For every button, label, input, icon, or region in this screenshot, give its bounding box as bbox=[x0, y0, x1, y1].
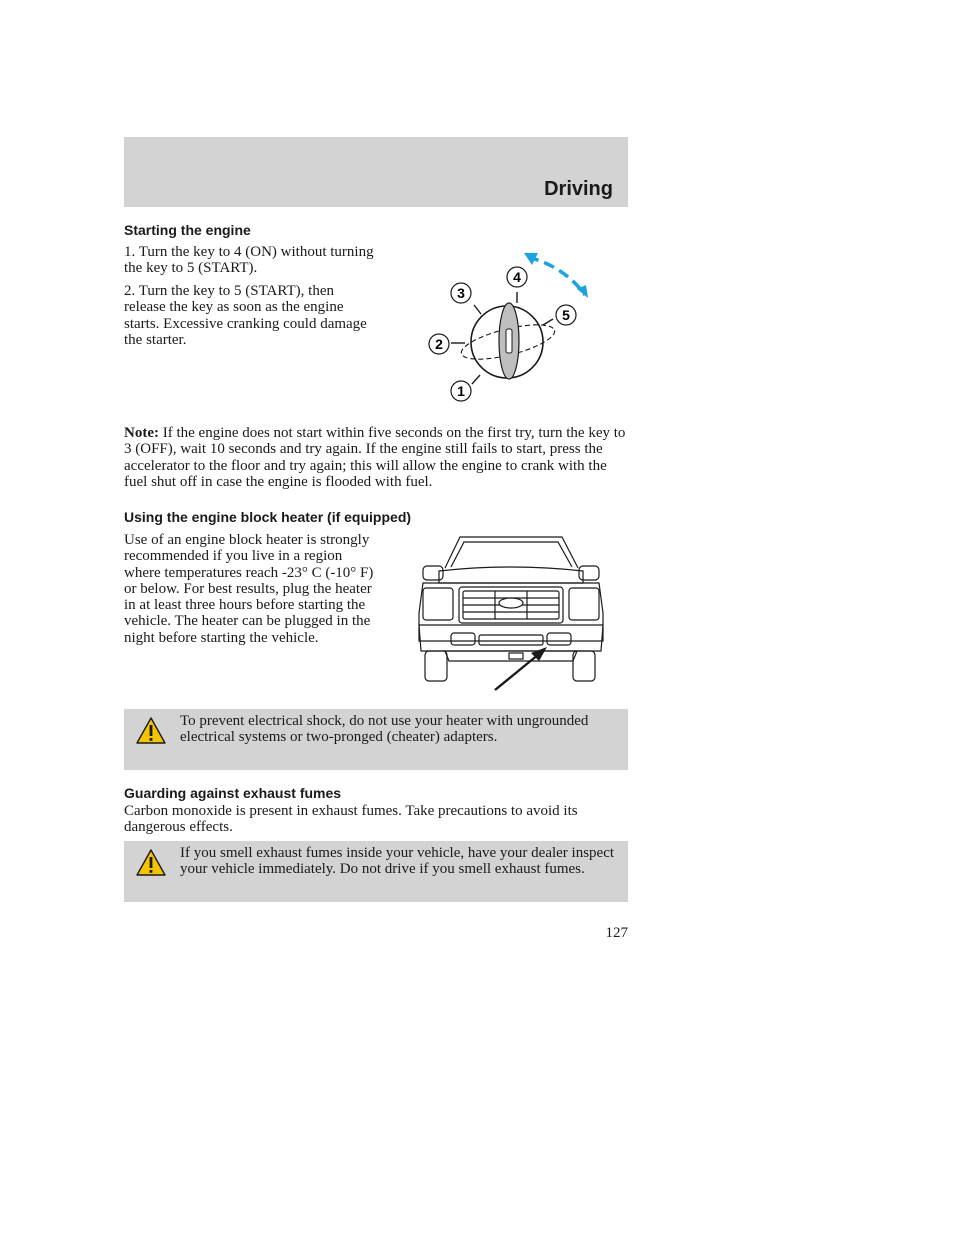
heater-paragraph: Use of an engine block heater is strongly recommended if you live in a region where temperatures reach -23° C (-10° F) or below. For best results, plug the heater in at least three hours before starting the vehicle. The heater can be plugged in the night before starting the vehicle. bbox=[124, 532, 374, 646]
section-header bbox=[124, 137, 628, 207]
exhaust-paragraph: Carbon monoxide is present in exhaust fumes. Take precautions to avoid its dangerous effects. bbox=[124, 803, 578, 836]
starting-step-2: 2. Turn the key to 5 (START), then release the key as soon as the engine starts. Excessive cranking could damage the starter. bbox=[124, 283, 367, 348]
position-label-2 bbox=[429, 334, 449, 354]
position-label-4 bbox=[507, 267, 527, 287]
section-title: Driving bbox=[544, 178, 613, 200]
svg-text:1: 1 bbox=[457, 383, 465, 399]
warning-triangle-icon bbox=[136, 848, 166, 878]
warning-electrical-shock bbox=[124, 709, 628, 770]
exhaust-heading: Guarding against exhaust fumes bbox=[124, 785, 342, 801]
starting-step-1: 1. Turn the key to 4 (ON) without turning the key to 5 (START). bbox=[124, 244, 374, 277]
heater-heading: Using the engine block heater (if equipped) bbox=[124, 509, 412, 525]
svg-text:3: 3 bbox=[457, 285, 465, 301]
warning-electrical-text: To prevent electrical shock, do not use your heater with ungrounded electrical systems or two-pronged (cheater) adapters. bbox=[180, 713, 589, 746]
starting-heading: Starting the engine bbox=[124, 222, 251, 238]
warning-exhaust-fumes bbox=[124, 841, 628, 902]
warning-exhaust-text: If you smell exhaust fumes inside your vehicle, have your dealer inspect your vehicle immediately. Do not drive if you smell exhaust fumes. bbox=[180, 845, 615, 878]
truck-front-illustration bbox=[415, 533, 607, 693]
note-paragraph bbox=[124, 425, 630, 490]
page-number: 127 bbox=[605, 925, 628, 941]
key-slot bbox=[506, 329, 512, 353]
position-label-5 bbox=[556, 305, 576, 325]
rotation-arrow bbox=[528, 257, 585, 295]
note-text: If the engine does not start within five seconds on the first try, turn the key to 3 (OFF), wait 10 seconds and try again. If the engine still fails to start, press the accelerator to the floor and try again; this will allow the engine to crank with the fuel shut off in case the engine is flooded with fuel. bbox=[124, 425, 626, 490]
svg-text:4: 4 bbox=[513, 269, 521, 285]
svg-text:5: 5 bbox=[562, 307, 570, 323]
svg-text:2: 2 bbox=[435, 336, 443, 352]
position-label-3 bbox=[451, 283, 471, 303]
ignition-switch-diagram bbox=[420, 245, 595, 410]
position-label-1 bbox=[451, 381, 471, 401]
warning-triangle-icon bbox=[136, 716, 166, 746]
note-label: Note: bbox=[124, 425, 159, 441]
